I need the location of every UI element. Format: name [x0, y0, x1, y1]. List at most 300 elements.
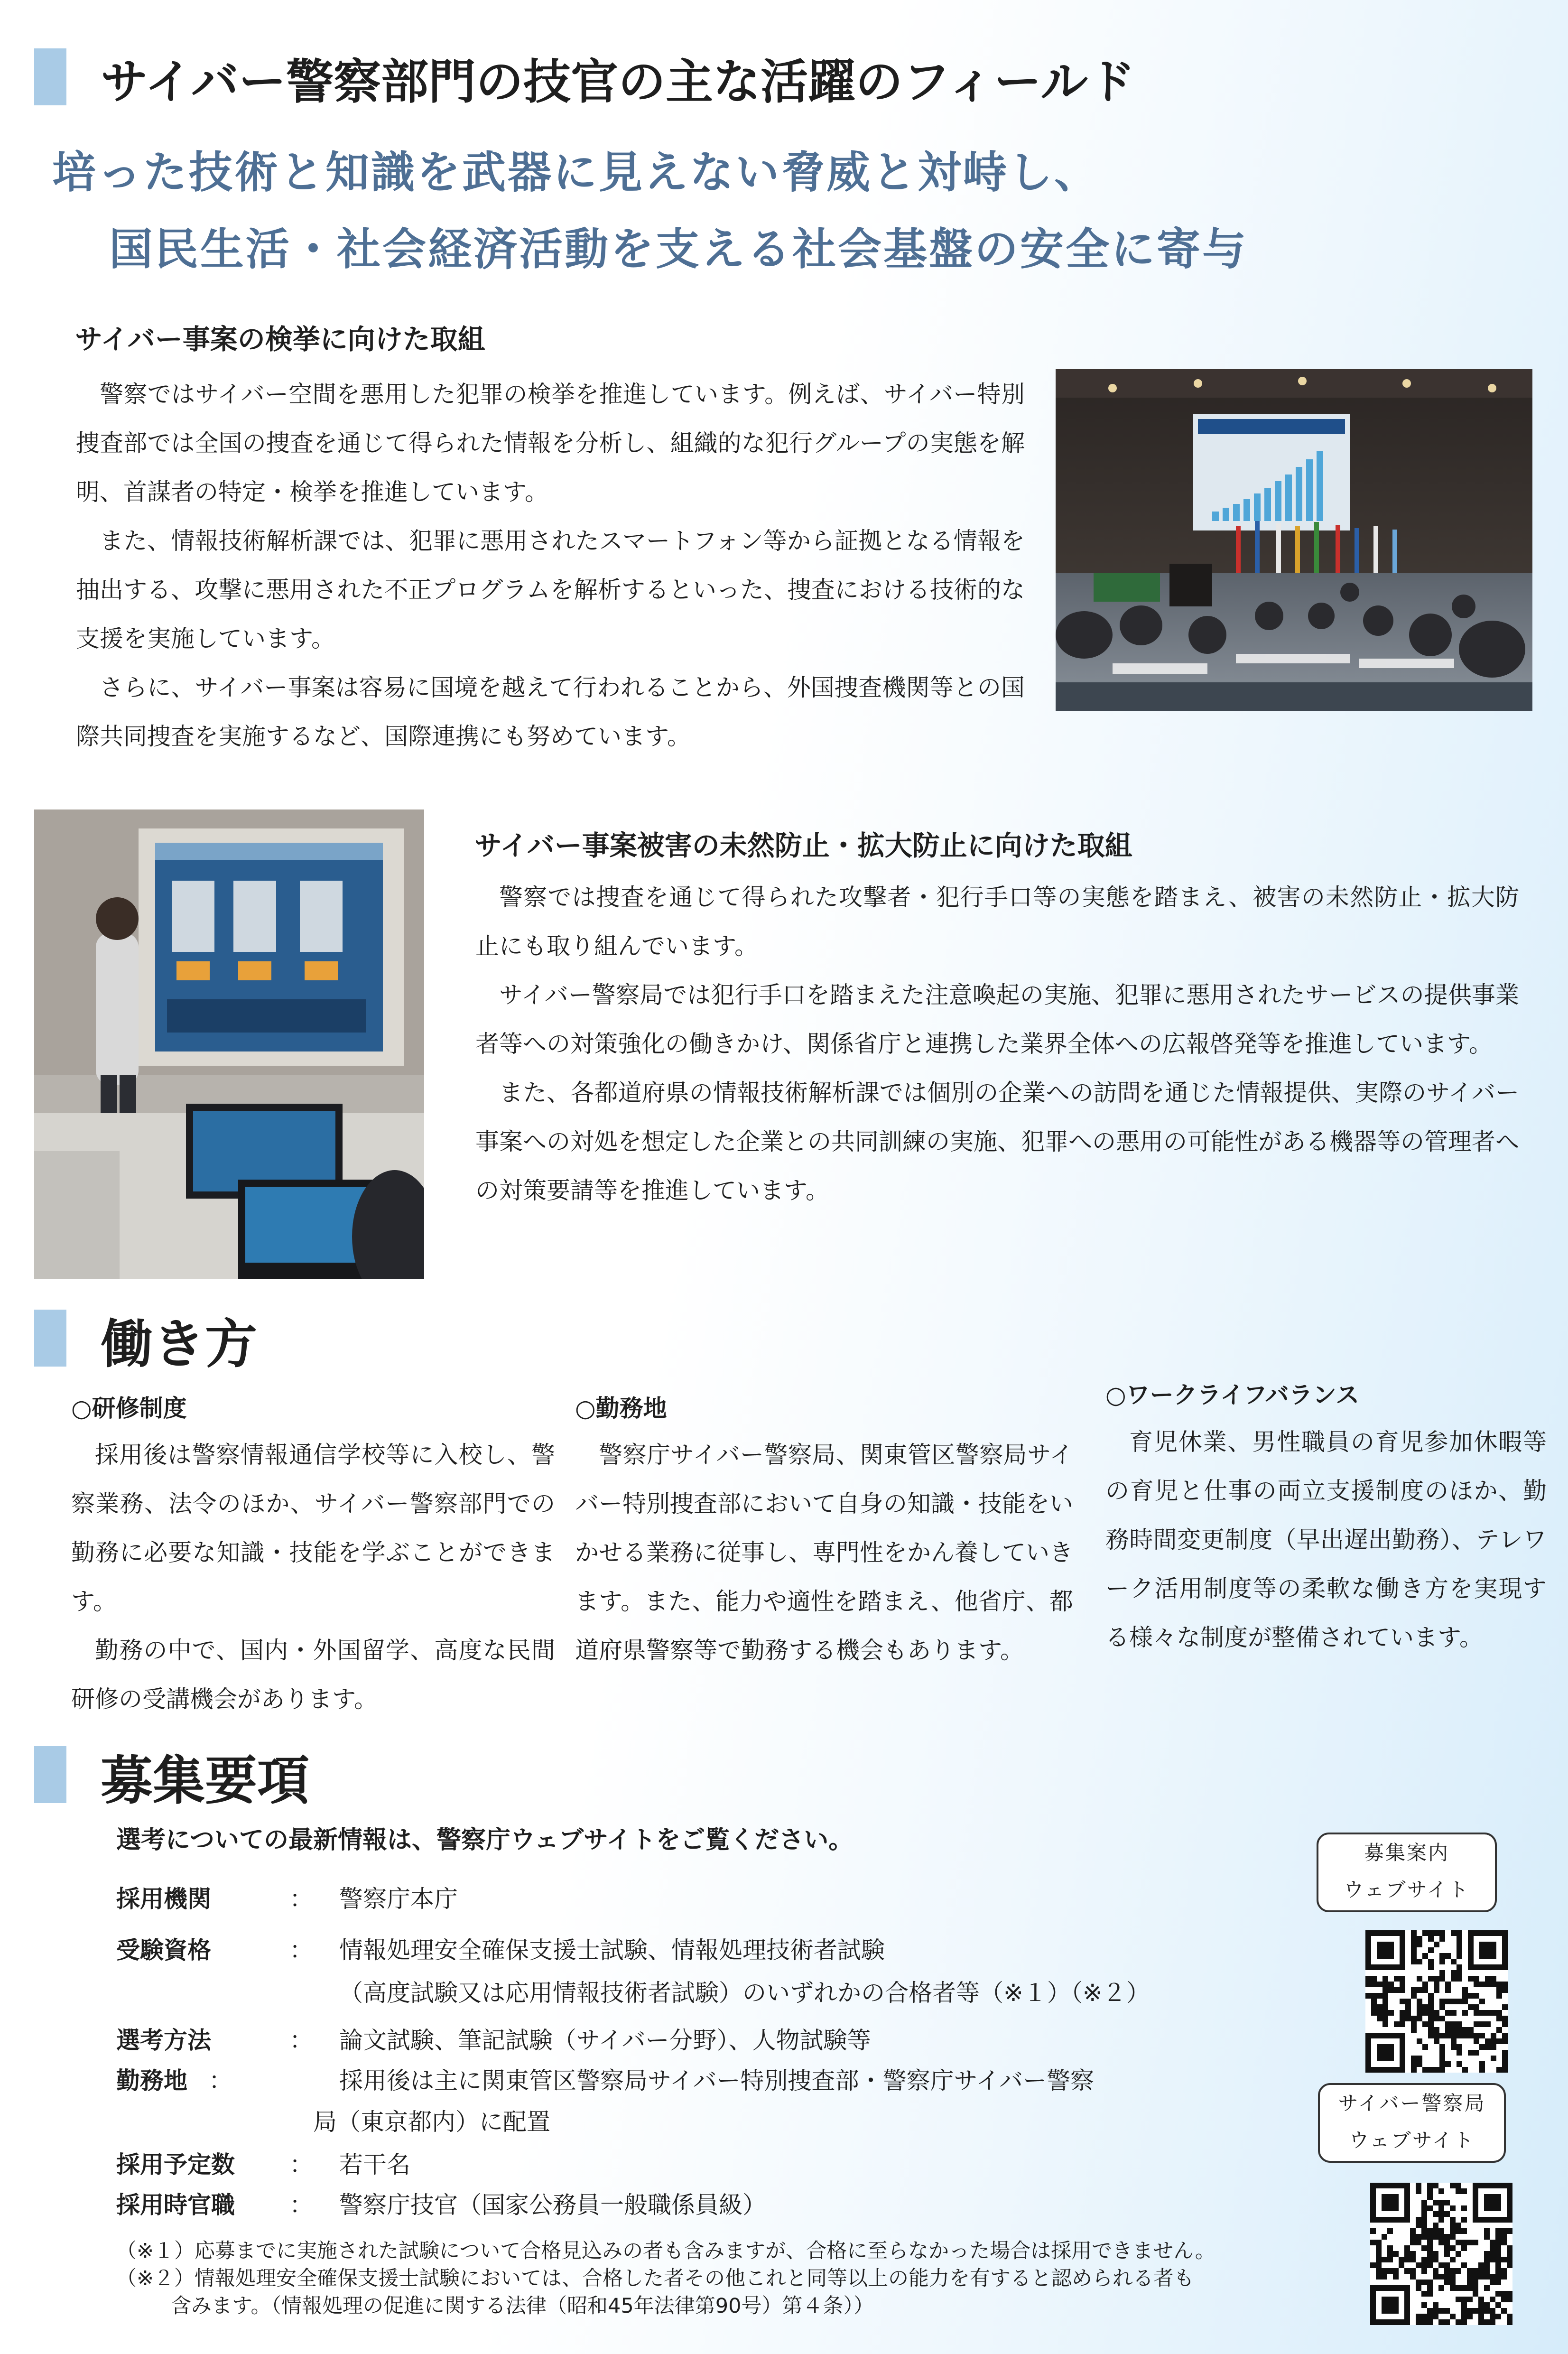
qr-module — [1365, 1959, 1371, 1964]
qr-module — [1382, 2297, 1387, 2302]
qr-module — [1371, 2067, 1377, 2073]
qr-module — [1502, 1953, 1508, 1959]
qr-module — [1416, 2217, 1421, 2223]
qr-module — [1484, 2274, 1490, 2280]
qr-module — [1411, 1953, 1417, 1959]
qr-module — [1468, 2027, 1474, 2033]
qr-module — [1404, 2297, 1410, 2302]
qr-module — [1433, 2183, 1438, 2188]
qr-module — [1433, 2223, 1438, 2228]
qr-module — [1484, 2205, 1490, 2211]
qr-module — [1416, 2314, 1421, 2319]
qr-module — [1438, 2240, 1444, 2245]
qr-module — [1502, 1964, 1508, 1970]
qr-module — [1394, 2021, 1400, 2027]
qr-module — [1473, 2274, 1478, 2280]
qr-module — [1501, 2257, 1507, 2262]
qr-module — [1496, 2067, 1502, 2073]
qr-module — [1382, 1942, 1388, 1947]
qr-module — [1399, 2262, 1404, 2268]
arrest-paragraph: また、情報技術解析課では、犯罪に悪用されたスマートフォン等から証拠となる情報を抽出する、攻撃に悪用された不正プログラムを解析するといった、捜査における技術的な支援を実施しています。 — [76, 527, 1025, 652]
qr-module — [1377, 2004, 1382, 2010]
recruit-site-label-line-2: ウェブサイト — [1344, 1878, 1470, 1901]
qr-module — [1468, 1976, 1474, 1982]
prevention-paragraph: 警察では捜査を通じて得られた攻撃者・犯行手口等の実態を踏まえ、被害の未然防止・拡大防止にも取り組んでいます。 — [475, 884, 1519, 960]
qr-module — [1382, 2234, 1387, 2240]
qr-module — [1421, 2245, 1427, 2251]
qr-module — [1405, 2010, 1411, 2016]
qr-module — [1382, 2308, 1387, 2314]
qr-module — [1416, 2183, 1421, 2188]
qr-module — [1382, 2016, 1388, 2021]
qr-module — [1439, 1999, 1445, 2004]
qr-module — [1450, 2205, 1456, 2211]
qr-module — [1490, 2257, 1495, 2262]
location-heading: ○勤務地 — [575, 1395, 667, 1422]
qr-module — [1370, 2217, 1376, 2223]
qr-module — [1382, 2319, 1387, 2325]
qr-module — [1428, 1947, 1434, 1953]
qr-module — [1417, 1936, 1422, 1942]
qr-module — [1382, 2285, 1387, 2291]
qr-module — [1376, 2262, 1382, 2268]
qr-module — [1473, 2200, 1478, 2205]
qr-module — [1439, 2050, 1445, 2056]
qr-module — [1371, 2033, 1377, 2038]
qr-module — [1495, 2302, 1501, 2308]
qr-module — [1434, 2038, 1439, 2044]
qr-module — [1410, 2234, 1416, 2240]
qr-module — [1433, 2302, 1438, 2308]
qr-module — [1478, 2274, 1484, 2280]
recruit-site-qr-code[interactable] — [1365, 1930, 1508, 2073]
qr-module — [1451, 2021, 1457, 2027]
qr-module — [1393, 2251, 1399, 2257]
qr-module — [1479, 2021, 1485, 2027]
qr-module — [1473, 2194, 1478, 2200]
qr-module — [1479, 1953, 1485, 1959]
position-colon: ： — [289, 2191, 313, 2219]
qr-module — [1405, 2004, 1411, 2010]
qualification-colon: ： — [289, 1936, 313, 1964]
qr-module — [1444, 2319, 1450, 2325]
qr-module — [1376, 2183, 1382, 2188]
qr-module — [1421, 2211, 1427, 2217]
qr-module — [1377, 2016, 1382, 2021]
qr-module — [1473, 2188, 1478, 2194]
qr-module — [1416, 2188, 1421, 2194]
qr-module — [1411, 2021, 1417, 2027]
qr-module — [1439, 2033, 1445, 2038]
training-body — [71, 1431, 555, 1724]
qr-module — [1421, 2217, 1427, 2223]
qr-module — [1461, 2188, 1467, 2194]
qr-module — [1450, 2314, 1456, 2319]
qr-module — [1502, 1982, 1508, 1987]
qr-module — [1451, 1930, 1457, 1936]
qr-module — [1507, 2245, 1512, 2251]
qr-module — [1428, 1993, 1434, 1999]
qr-module — [1461, 2285, 1467, 2291]
qr-module — [1479, 2044, 1485, 2050]
cyber-site-qr-code[interactable] — [1370, 2183, 1512, 2325]
qr-module — [1467, 2285, 1473, 2291]
qr-module — [1479, 1982, 1485, 1987]
qr-module — [1462, 1993, 1468, 1999]
qr-module — [1427, 2183, 1433, 2188]
qr-module — [1450, 2234, 1456, 2240]
qualification-label: 受験資格 — [116, 1936, 211, 1964]
qr-module — [1484, 2268, 1490, 2274]
qr-module — [1382, 1999, 1388, 2004]
footnote-2: （※２）情報処理安全確保支援士試験においては、合格した者その他これと同等以上の能力を有すると認められる者も — [116, 2267, 1195, 2290]
qr-module — [1370, 2297, 1376, 2302]
qr-module — [1422, 2021, 1428, 2027]
qr-module — [1411, 2016, 1417, 2021]
qr-module — [1376, 2245, 1382, 2251]
prevention-heading: サイバー事案被害の未然防止・拡大防止に向けた取組 — [474, 829, 1132, 862]
qr-module — [1377, 1942, 1382, 1947]
qr-module — [1377, 2050, 1382, 2056]
qr-module — [1427, 2262, 1433, 2268]
qr-module — [1421, 2205, 1427, 2211]
qr-module — [1387, 2302, 1393, 2308]
qr-module — [1427, 2285, 1433, 2291]
qr-module — [1422, 2067, 1428, 2073]
qr-module — [1428, 2067, 1434, 2073]
qr-module — [1484, 2285, 1490, 2291]
qr-module — [1416, 2280, 1421, 2285]
qr-module — [1495, 2262, 1501, 2268]
qr-module — [1451, 1970, 1457, 1976]
qr-module — [1404, 2217, 1410, 2223]
qr-module — [1507, 2262, 1512, 2268]
training-photo — [34, 809, 424, 1279]
qr-module — [1421, 2291, 1427, 2297]
qr-module — [1417, 1976, 1422, 1982]
qr-module — [1433, 2234, 1438, 2240]
qr-module — [1438, 2188, 1444, 2194]
qr-module — [1427, 2234, 1433, 2240]
qr-module — [1421, 2280, 1427, 2285]
qr-module — [1365, 1936, 1371, 1942]
qr-module — [1421, 2228, 1427, 2234]
qr-module — [1404, 2205, 1410, 2211]
qr-module — [1434, 1976, 1439, 1982]
qr-module — [1411, 2056, 1417, 2061]
qr-module — [1387, 2200, 1393, 2205]
qr-module — [1428, 2004, 1434, 2010]
qualification-value-2: （高度試験又は応用情報技術者試験）のいずれかの合格者等（※１）（※２） — [339, 1979, 1150, 2007]
qr-module — [1473, 2280, 1478, 2285]
qr-module — [1434, 2016, 1439, 2021]
cyber-site-label[interactable] — [1318, 2083, 1506, 2163]
qr-module — [1370, 2285, 1376, 2291]
qr-module — [1370, 2228, 1376, 2234]
qr-module — [1461, 2262, 1467, 2268]
qr-module — [1382, 1947, 1388, 1953]
headcount-colon: ： — [289, 2151, 313, 2178]
qr-module — [1496, 1930, 1502, 1936]
qr-module — [1427, 2280, 1433, 2285]
qr-module — [1457, 1930, 1462, 1936]
qr-module — [1365, 1976, 1371, 1982]
arrest-heading: サイバー事案の検挙に向けた取組 — [75, 323, 485, 355]
qr-module — [1399, 2183, 1404, 2188]
qr-module — [1485, 1930, 1491, 1936]
qr-module — [1393, 2302, 1399, 2308]
qr-module — [1438, 2308, 1444, 2314]
qr-module — [1491, 2044, 1496, 2050]
qr-module — [1377, 2033, 1382, 2038]
qr-module — [1387, 2297, 1393, 2302]
qr-module — [1393, 2217, 1399, 2223]
qr-module — [1393, 2274, 1399, 2280]
qr-module — [1456, 2188, 1461, 2194]
qr-module — [1457, 2050, 1462, 2056]
qr-module — [1501, 2217, 1507, 2223]
qr-module — [1421, 2314, 1427, 2319]
qr-module — [1478, 2217, 1484, 2223]
qr-module — [1382, 2050, 1388, 2056]
qr-module — [1388, 1953, 1394, 1959]
qr-module — [1485, 1942, 1491, 1947]
cyber-site-label-line-1: サイバー警察局 — [1338, 2092, 1486, 2115]
qr-module — [1421, 2302, 1427, 2308]
qr-module — [1478, 2262, 1484, 2268]
qr-module — [1490, 2297, 1495, 2302]
qr-module — [1467, 2314, 1473, 2319]
qr-module — [1388, 2056, 1394, 2061]
qr-module — [1376, 2285, 1382, 2291]
qr-module — [1411, 1987, 1417, 1993]
qr-module — [1490, 2245, 1495, 2251]
qr-module — [1400, 2056, 1405, 2061]
qr-module — [1445, 1953, 1451, 1959]
qr-module — [1473, 2205, 1478, 2211]
qr-module — [1484, 2200, 1490, 2205]
qr-module — [1438, 2205, 1444, 2211]
qr-module — [1404, 2188, 1410, 2194]
qr-module — [1507, 2205, 1512, 2211]
qr-module — [1445, 2033, 1451, 2038]
qr-module — [1457, 2044, 1462, 2050]
qr-module — [1393, 2319, 1399, 2325]
qr-module — [1484, 2257, 1490, 2262]
qr-module — [1491, 2033, 1496, 2038]
qr-module — [1461, 2297, 1467, 2302]
qr-module — [1434, 2010, 1439, 2016]
qr-module — [1365, 2050, 1371, 2056]
qr-module — [1421, 2262, 1427, 2268]
qr-module — [1417, 1942, 1422, 1947]
qr-module — [1393, 2308, 1399, 2314]
qr-module — [1393, 2200, 1399, 2205]
qr-module — [1416, 2262, 1421, 2268]
qr-module — [1478, 2183, 1484, 2188]
qr-module — [1507, 2188, 1512, 2194]
qr-module — [1502, 2067, 1508, 2073]
recruit-site-label[interactable] — [1317, 1833, 1497, 1912]
qr-module — [1427, 2228, 1433, 2234]
qr-module — [1444, 2200, 1450, 2205]
headcount-value: 若干名 — [339, 2151, 410, 2178]
qr-module — [1495, 2280, 1501, 2285]
qr-module — [1394, 1976, 1400, 1982]
qr-module — [1416, 2223, 1421, 2228]
qr-module — [1501, 2308, 1507, 2314]
qr-module — [1433, 2228, 1438, 2234]
qr-module — [1422, 2010, 1428, 2016]
qr-module — [1468, 1947, 1474, 1953]
qr-module — [1382, 1987, 1388, 1993]
qr-module — [1405, 2016, 1411, 2021]
qr-module — [1387, 2245, 1393, 2251]
qr-module — [1400, 1936, 1405, 1942]
qr-module — [1394, 2033, 1400, 2038]
qr-module — [1451, 2033, 1457, 2038]
qr-module — [1433, 2257, 1438, 2262]
method-value: 論文試験、筆記試験（サイバー分野）、人物試験等 — [339, 2027, 871, 2054]
qr-module — [1417, 1959, 1422, 1964]
qr-module — [1473, 2240, 1478, 2245]
qr-module — [1404, 2319, 1410, 2325]
qr-module — [1496, 1987, 1502, 1993]
qr-module — [1382, 2044, 1388, 2050]
qr-module — [1473, 2291, 1478, 2297]
qr-module — [1400, 2021, 1405, 2027]
qr-module — [1399, 2217, 1404, 2223]
qr-module — [1370, 2211, 1376, 2217]
qr-module — [1393, 2285, 1399, 2291]
qr-module — [1404, 2291, 1410, 2297]
qr-module — [1388, 2050, 1394, 2056]
qr-module — [1427, 2291, 1433, 2297]
qr-module — [1474, 2050, 1479, 2056]
workplace-value-2: 局（東京都内）に配置 — [313, 2108, 550, 2136]
qr-module — [1439, 1976, 1445, 1982]
qr-module — [1404, 2302, 1410, 2308]
qr-module — [1428, 2033, 1434, 2038]
qr-module — [1365, 2038, 1371, 2044]
qr-module — [1387, 2268, 1393, 2274]
qr-module — [1490, 2251, 1495, 2257]
qr-module — [1457, 2033, 1462, 2038]
qr-module — [1371, 1999, 1377, 2004]
qr-module — [1490, 2200, 1495, 2205]
balance-paragraph: 育児休業、男性職員の育児参加休暇等の育児と仕事の両立支援制度のほか、勤務時間変更制度（早出遅出勤務）、テレワーク活用制度等の柔軟な働き方を実現する様々な制度が整備されています。 — [1105, 1428, 1547, 1651]
qr-module — [1478, 2308, 1484, 2314]
qr-module — [1474, 1930, 1479, 1936]
qr-module — [1491, 1942, 1496, 1947]
qr-module — [1439, 2061, 1445, 2067]
qr-module — [1404, 2183, 1410, 2188]
qr-module — [1382, 2067, 1388, 2073]
qr-module — [1421, 2223, 1427, 2228]
qr-module — [1501, 2291, 1507, 2297]
qr-module — [1468, 1964, 1474, 1970]
qr-module — [1377, 1930, 1382, 1936]
qr-module — [1479, 1964, 1485, 1970]
qr-module — [1387, 2194, 1393, 2200]
qr-module — [1474, 1982, 1479, 1987]
qr-module — [1388, 2033, 1394, 2038]
qr-module — [1400, 2050, 1405, 2056]
qr-module — [1382, 2056, 1388, 2061]
qr-module — [1461, 2240, 1467, 2245]
recruit-intro: 選考についての最新情報は、警察庁ウェブサイトをご覧ください。 — [116, 1826, 854, 1854]
qr-module — [1495, 2291, 1501, 2297]
qr-module — [1484, 2217, 1490, 2223]
qr-module — [1450, 2280, 1456, 2285]
qr-module — [1438, 2200, 1444, 2205]
qr-module — [1495, 2274, 1501, 2280]
qr-module — [1382, 1993, 1388, 1999]
qr-module — [1467, 2297, 1473, 2302]
qr-module — [1468, 2004, 1474, 2010]
qr-module — [1365, 2033, 1371, 2038]
qr-module — [1400, 2061, 1405, 2067]
qr-code-icon — [1370, 2183, 1512, 2325]
qr-module — [1450, 2245, 1456, 2251]
qr-module — [1457, 2021, 1462, 2027]
qr-module — [1478, 2268, 1484, 2274]
qr-module — [1438, 2274, 1444, 2280]
qr-module — [1434, 1987, 1439, 1993]
arrest-paragraph: 警察ではサイバー空間を悪用した犯罪の検挙を推進しています。例えば、サイバー特別捜査部では全国の捜査を通じて得られた情報を分析し、組織的な犯行グループの実態を解明、首謀者の特定・検挙を推進しています。 — [76, 381, 1025, 506]
qr-module — [1507, 2194, 1512, 2200]
qr-module — [1467, 2280, 1473, 2285]
qr-module — [1400, 1999, 1405, 2004]
qr-module — [1444, 2268, 1450, 2274]
qr-module — [1370, 2302, 1376, 2308]
qr-module — [1450, 2257, 1456, 2262]
qr-module — [1495, 2205, 1501, 2211]
qr-module — [1484, 2234, 1490, 2240]
qr-module — [1461, 2308, 1467, 2314]
prevention-paragraph: サイバー警察局では犯行手口を踏まえた注意喚起の実施、犯罪に悪用されたサービスの提供事業者等への対策強化の働きかけ、関係省庁と連携した業界全体への広報啓発等を推進しています。 — [475, 981, 1519, 1058]
qr-module — [1388, 2044, 1394, 2050]
qr-module — [1496, 1993, 1502, 1999]
qr-module — [1445, 1982, 1451, 1987]
qr-module — [1474, 1964, 1479, 1970]
qr-module — [1370, 2308, 1376, 2314]
qr-module — [1490, 2240, 1495, 2245]
qr-module — [1371, 1964, 1377, 1970]
qr-module — [1400, 1987, 1405, 1993]
qr-module — [1417, 2010, 1422, 2016]
qr-module — [1433, 2211, 1438, 2217]
qr-module — [1456, 2319, 1461, 2325]
qr-module — [1501, 2274, 1507, 2280]
qr-module — [1382, 2194, 1387, 2200]
qr-module — [1485, 2021, 1491, 2027]
qr-module — [1400, 1947, 1405, 1953]
qr-module — [1444, 2280, 1450, 2285]
qr-module — [1411, 2061, 1417, 2067]
qr-module — [1502, 1987, 1508, 1993]
qr-module — [1411, 1942, 1417, 1947]
qr-module — [1417, 2056, 1422, 2061]
qr-module — [1428, 1959, 1434, 1964]
qr-module — [1491, 2038, 1496, 2044]
recruit-title: 募集要項 — [101, 1750, 309, 1811]
qr-module — [1495, 2251, 1501, 2257]
qr-module — [1382, 2004, 1388, 2010]
qr-module — [1502, 2004, 1508, 2010]
qr-module — [1417, 1987, 1422, 1993]
qr-module — [1439, 2056, 1445, 2061]
